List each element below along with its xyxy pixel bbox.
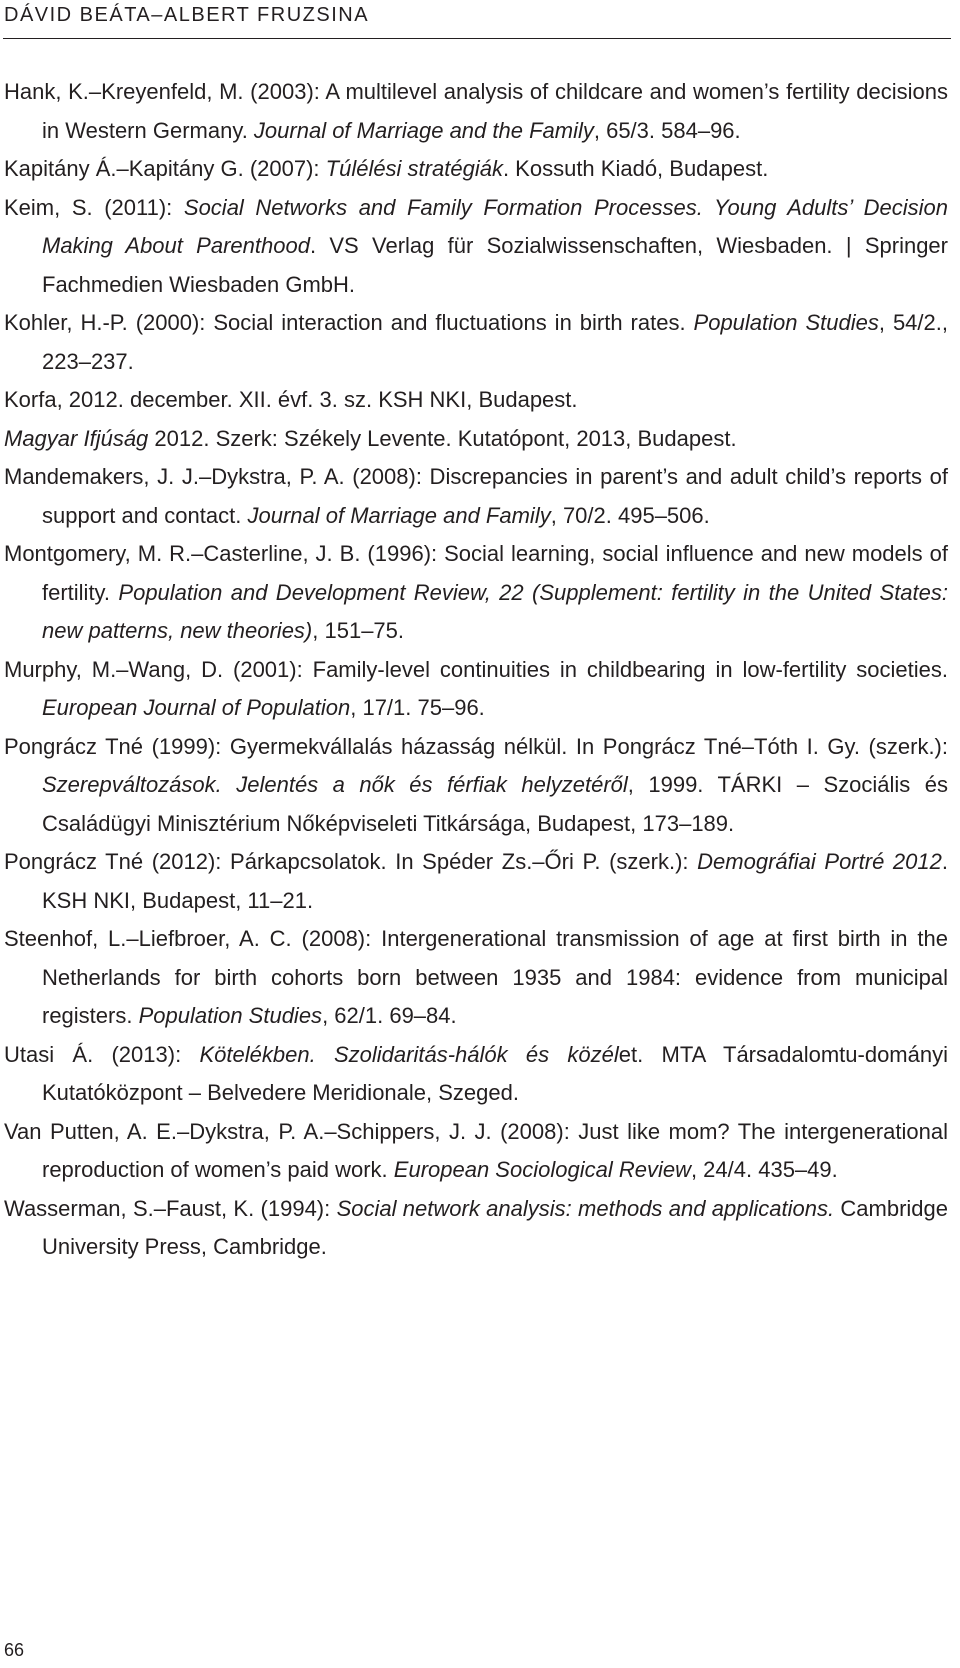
reference-title-italic: Kötelékben. Szolidaritás-hálók és közél xyxy=(199,1041,619,1067)
reference-title-italic: Demográfiai Portré 2012 xyxy=(697,849,942,874)
reference-title-italic: Population Studies xyxy=(138,1003,323,1028)
reference-title-italic: European Sociological Review xyxy=(393,1157,691,1182)
reference-title-italic: Szerepváltozások. Jelentés a nők és férfiak helyzetéről xyxy=(42,772,628,797)
reference-title-italic: Population Studies xyxy=(693,310,879,335)
reference-title-italic: Túlélési stratégiák xyxy=(325,156,503,181)
reference-text: Kapitány Á.–Kapitány G. (2007): xyxy=(4,156,326,181)
reference-title-italic: Social network analysis: methods and applications. xyxy=(336,1195,835,1221)
reference-text: , 54/2., 223–237. xyxy=(42,310,948,374)
reference-entry xyxy=(4,1190,948,1267)
reference-text: , 151–75. xyxy=(312,618,405,643)
reference-entry xyxy=(4,189,948,305)
reference-text: Montgomery, M. R.–Casterline, J. B. (1996): Social learning, social influence and new models of fertility. xyxy=(4,541,948,605)
reference-entry xyxy=(4,651,948,728)
reference-text: Murphy, M.–Wang, D. (2001): Family-level continuities in childbearing in low-fertility societies. xyxy=(4,656,948,682)
running-header-author: DÁVID BEÁTA–ALBERT FRUZSINA xyxy=(4,4,370,26)
reference-text: . KSH NKI, Budapest, 11–21. xyxy=(42,849,948,913)
reference-title-italic: Journal of Marriage and the Family xyxy=(253,117,594,143)
reference-text: Mandemakers, J. J.–Dykstra, P. A. (2008): Discrepancies in parent’s and adult child’s reports of support and contact. xyxy=(4,464,948,528)
reference-entry xyxy=(4,420,948,459)
reference-text: Hank, K.–Kreyenfeld, M. (2003): A multilevel analysis of childcare and women’s fertility decisions in Western Germany. xyxy=(4,79,948,143)
reference-text: , 24/4. 435–49. xyxy=(690,1157,838,1182)
reference-text: . Kossuth Kiadó, Budapest. xyxy=(502,156,769,181)
reference-entry xyxy=(4,920,948,1036)
reference-entry xyxy=(4,1113,948,1190)
reference-entry xyxy=(4,728,948,844)
reference-entry xyxy=(4,458,948,535)
reference-entry xyxy=(4,150,948,189)
reference-entry xyxy=(4,73,948,150)
reference-text: , 70/2. 495–506. xyxy=(550,502,710,528)
reference-text: , 62/1. 69–84. xyxy=(322,1003,457,1028)
reference-text: et. MTA Társadalomtu-dományi Kutatóközpont – Belvedere Meridionale, Szeged. xyxy=(42,1041,948,1105)
reference-text: , 1999. TÁRKI – Szociális és Családügyi Minisztérium Nőképviseleti Titkársága, Budapest, 173–189. xyxy=(42,772,948,836)
reference-title-italic: Social Networks and Family Formation Processes. Young Adults’ Decision Making About Parenthood xyxy=(42,194,948,258)
header-divider xyxy=(3,38,951,39)
reference-entry xyxy=(4,381,948,420)
reference-text: Wasserman, S.–Faust, K. (1994): xyxy=(4,1195,337,1221)
reference-entry xyxy=(4,1036,948,1113)
reference-text: Korfa, 2012. december. XII. évf. 3. sz. KSH NKI, Budapest. xyxy=(4,387,578,412)
reference-text: Steenhof, L.–Liefbroer, A. C. (2008): Intergenerational transmission of age at first birth in the Netherlands for birth cohorts born between 1935 and 1984: evidence from municipal registers. xyxy=(4,926,948,1028)
reference-list xyxy=(4,73,948,1267)
reference-text: , 17/1. 75–96. xyxy=(350,695,485,720)
reference-text: Van Putten, A. E.–Dykstra, P. A.–Schippers, J. J. (2008): Just like mom? The intergenerational reproduction of women’s paid work. xyxy=(4,1118,948,1182)
reference-text: Pongrácz Tné (2012): Párkapcsolatok. In Spéder Zs.–Őri P. (szerk.): xyxy=(4,849,698,874)
reference-text: Keim, S. (2011): xyxy=(4,194,184,220)
reference-title-italic: European Journal of Population xyxy=(42,695,351,720)
reference-text: . VS Verlag für Sozialwissenschaften, Wiesbaden. | Springer Fachmedien Wiesbaden GmbH. xyxy=(42,233,948,297)
reference-text: 2012. Szerk: Székely Levente. Kutatópont, 2013, Budapest. xyxy=(148,425,737,451)
reference-text: Cambridge University Press, Cambridge. xyxy=(42,1195,948,1259)
reference-text: Utasi Á. (2013): xyxy=(4,1041,200,1067)
reference-entry xyxy=(4,304,948,381)
reference-title-italic: Magyar Ifjúság xyxy=(4,425,149,451)
reference-title-italic: Journal of Marriage and Family xyxy=(247,502,551,528)
reference-entry xyxy=(4,843,948,920)
reference-text: Pongrácz Tné (1999): Gyermekvállalás házasság nélkül. In Pongrácz Tné–Tóth I. Gy. (szerk.): xyxy=(4,733,948,759)
reference-text: , 65/3. 584–96. xyxy=(593,117,741,143)
page-number: 66 xyxy=(4,1640,25,1660)
reference-text: Kohler, H.-P. (2000): Social interaction and fluctuations in birth rates. xyxy=(4,310,694,335)
reference-title-italic: Population and Development Review, 22 (Supplement: fertility in the United States: new patterns, new theories) xyxy=(42,579,949,643)
reference-entry xyxy=(4,535,948,651)
